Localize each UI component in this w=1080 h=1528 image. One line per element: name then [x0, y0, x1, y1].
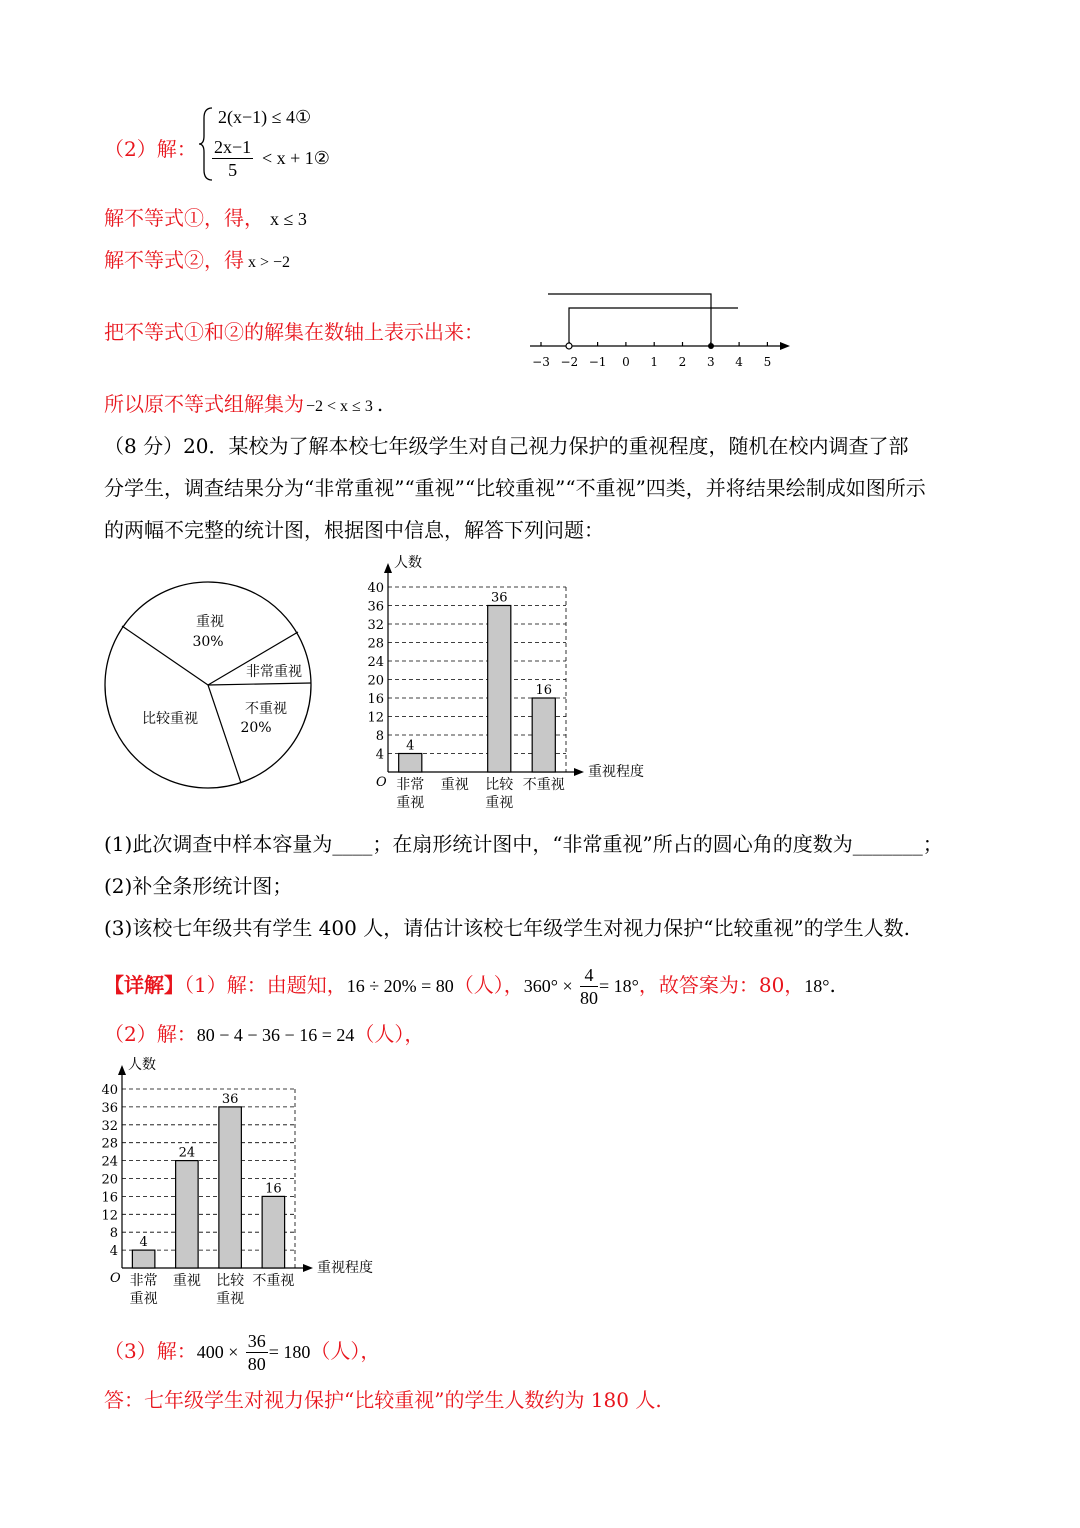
- y-tick-label: 40: [367, 581, 384, 596]
- numberline-tick-label: 1: [650, 355, 659, 369]
- y-tick-label: 12: [101, 1208, 118, 1224]
- answer-p3-label: （3）解：: [104, 1339, 197, 1363]
- bar: [488, 606, 511, 773]
- q20-line-3: 的两幅不完整的统计图，根据图中信息，解答下列问题：: [104, 518, 604, 542]
- y-axis-title: 人数: [128, 1057, 156, 1073]
- answer-p1-text: （1）解：由题知，: [184, 973, 347, 997]
- y-axis-title: 人数: [394, 555, 422, 571]
- pie-label-zhongshi: 重视: [196, 614, 224, 630]
- answer-p1-frac-den: 80: [579, 988, 598, 1008]
- category-label: 重视: [216, 1291, 245, 1307]
- origin-label: O: [110, 1271, 121, 1286]
- conclusion-end: .: [376, 392, 384, 416]
- answer-part-2: [104, 1018, 424, 1047]
- category-label: 比较: [485, 777, 514, 793]
- inequality-2-rest: < x + 1②: [262, 148, 330, 168]
- origin-label: O: [376, 775, 387, 790]
- answer-p3-math-a: 400 ×: [196, 1342, 239, 1362]
- answer-p1-tail2: 18°: [804, 976, 830, 996]
- bar-value-label: 4: [139, 1235, 148, 1251]
- category-label: 非常: [129, 1273, 158, 1289]
- solve-line-2-text: 解不等式②，得: [104, 248, 244, 272]
- y-tick-label: 32: [367, 618, 384, 633]
- bar-value-label: 24: [178, 1145, 196, 1161]
- bar: [176, 1161, 198, 1268]
- y-tick-label: 24: [367, 655, 384, 670]
- category-label: 非常: [396, 777, 425, 793]
- solid-dot-3: [708, 343, 714, 349]
- answer-p1-fraction: [580, 964, 598, 1009]
- q20-line-1: （8 分）20．某校为了解本校七年级学生对自己视力保护的重视程度，随机在校内调查了部: [104, 434, 909, 458]
- bar-chart-incomplete: [360, 548, 660, 820]
- bar: [532, 698, 555, 772]
- inequality-2-denominator: 5: [228, 160, 238, 180]
- category-label: 重视: [396, 795, 425, 811]
- inequality-2-fraction: [212, 136, 253, 181]
- pie-label-30pct: 30%: [192, 634, 224, 650]
- bar-value-label: 36: [221, 1091, 239, 1107]
- solve-line-2-math: x > −2: [248, 254, 291, 271]
- numberline-tick-label: 3: [706, 355, 715, 369]
- answer-p1-frac-num: 4: [580, 964, 598, 987]
- category-label: 不重视: [522, 777, 565, 793]
- pie-chart: [100, 578, 316, 794]
- bar-value-label: 36: [490, 590, 508, 606]
- solve-line-1-math: x ≤ 3: [270, 209, 307, 229]
- final-answer: 答：七年级学生对视力保护“比较重视”的学生人数约为 180 人.: [104, 1388, 662, 1412]
- category-label: 比较: [216, 1273, 245, 1289]
- bar-value-label: 16: [265, 1181, 282, 1197]
- pie-label-feichang: 非常重视: [246, 664, 302, 680]
- y-tick-label: 28: [101, 1136, 118, 1152]
- y-tick-label: 4: [375, 747, 384, 763]
- answer-p1-tail: ，故答案为：80，: [638, 973, 805, 997]
- answer-p1-unit: （人），: [453, 973, 524, 997]
- y-tick-label: 4: [109, 1244, 118, 1260]
- answer-p3-frac-num: 36: [247, 1331, 266, 1351]
- y-tick-label: 16: [367, 692, 384, 707]
- answer-p1-tail3: .: [829, 973, 836, 997]
- numberline-tick-label: −3: [532, 355, 550, 369]
- conclusion-math: −2 < x ≤ 3: [306, 398, 373, 415]
- y-tick-label: 32: [101, 1118, 118, 1134]
- category-label: 重视: [485, 795, 514, 811]
- solve-line-1: [104, 202, 307, 231]
- x-axis-title: 重视程度: [588, 764, 644, 780]
- category-label: 重视: [172, 1273, 201, 1289]
- y-tick-label: 8: [375, 729, 384, 744]
- y-tick-label: 28: [367, 636, 384, 652]
- y-tick-label: 36: [101, 1100, 118, 1116]
- x-axis-arrow-icon: [303, 1264, 313, 1272]
- answer-p3-frac-den: 80: [247, 1354, 266, 1374]
- solve-line-2: [104, 244, 290, 273]
- solution-bracket-gt-neg2: [569, 308, 738, 346]
- answer-p1-math2a: 360° ×: [523, 976, 573, 996]
- bar-value-label: 4: [406, 738, 415, 754]
- y-tick-label: 20: [367, 673, 384, 689]
- answer-p1-math1: 16 ÷ 20% = 80: [346, 976, 454, 996]
- y-tick-label: 36: [367, 599, 384, 615]
- y-axis-arrow-icon: [384, 563, 392, 573]
- answer-p2-unit: （人），: [354, 1022, 425, 1046]
- number-line: [520, 286, 800, 372]
- answer-tag: 【详解】: [104, 973, 184, 997]
- numberline-tick-label: 0: [622, 355, 630, 369]
- answer-p3-math-b: = 180: [268, 1342, 311, 1362]
- y-tick-label: 20: [101, 1172, 118, 1188]
- answer-p2-math: 80 − 4 − 36 − 16 = 24: [196, 1025, 355, 1045]
- conclusion: [104, 388, 383, 417]
- y-tick-label: 16: [101, 1190, 118, 1206]
- numberline-tick-label: −1: [588, 355, 607, 369]
- answer-p3-unit: （人），: [310, 1339, 381, 1363]
- numberline-tick-label: 5: [763, 355, 772, 369]
- category-label: 不重视: [252, 1273, 295, 1289]
- bar: [399, 754, 422, 773]
- numberline-tick-label: 4: [735, 355, 743, 369]
- answer-p1-math2b: = 18°: [598, 976, 639, 996]
- inequality-2-numerator: 2x−1: [214, 137, 252, 157]
- x-axis-arrow-icon: [574, 768, 584, 776]
- pie-label-20pct: 20%: [240, 720, 272, 736]
- open-dot-neg2: [566, 343, 572, 349]
- y-tick-label: 40: [101, 1083, 118, 1098]
- answer-part-3: [104, 1330, 380, 1375]
- bar: [132, 1250, 154, 1268]
- numberline-caption: 把不等式①和②的解集在数轴上表示出来：: [104, 320, 484, 344]
- answer-p2-label: （2）解：: [104, 1022, 197, 1046]
- q20-part-2: (2)补全条形统计图；: [104, 874, 293, 898]
- q20-part-3: (3)该校七年级共有学生 400 人，请估计该校七年级学生对视力保护“比较重视”的学生人数.: [104, 916, 911, 940]
- bar-value-label: 16: [535, 683, 553, 698]
- y-tick-label: 8: [109, 1226, 118, 1242]
- y-tick-label: 24: [101, 1154, 118, 1170]
- y-tick-label: 12: [367, 710, 384, 726]
- axis-arrow-icon: [780, 342, 790, 350]
- pie-label-buzhongshi: 不重视: [245, 701, 287, 717]
- y-axis-arrow-icon: [118, 1065, 126, 1075]
- bar: [219, 1107, 241, 1268]
- bar-chart-complete: [90, 1052, 390, 1316]
- pie-label-bijiao: 比较重视: [142, 711, 198, 727]
- q20-line-2: 分学生，调查结果分为“非常重视”“重视”“比较重视”“不重视”四类，并将结果绘制成如图所示: [104, 476, 926, 500]
- solve-line-1-text: 解不等式①，得，: [104, 206, 264, 230]
- bar: [262, 1196, 284, 1268]
- numberline-tick-label: −2: [560, 355, 579, 369]
- answer-p3-fraction: [246, 1330, 268, 1375]
- conclusion-text: 所以原不等式组解集为: [104, 392, 304, 416]
- numberline-tick-label: 2: [678, 355, 687, 369]
- q20-part-1: (1)此次调查中样本容量为____；在扇形统计图中，“非常重视”所占的圆心角的度数为_______；: [104, 832, 943, 856]
- inequality-1: 2(x−1) ≤ 4①: [218, 107, 312, 127]
- category-label: 重视: [440, 777, 469, 793]
- answer-part-1: [104, 964, 836, 1009]
- category-label: 重视: [129, 1291, 158, 1307]
- part2-label: （2）解：: [104, 137, 197, 161]
- x-axis-title: 重视程度: [317, 1260, 373, 1276]
- solution-bracket-le3: [548, 294, 711, 346]
